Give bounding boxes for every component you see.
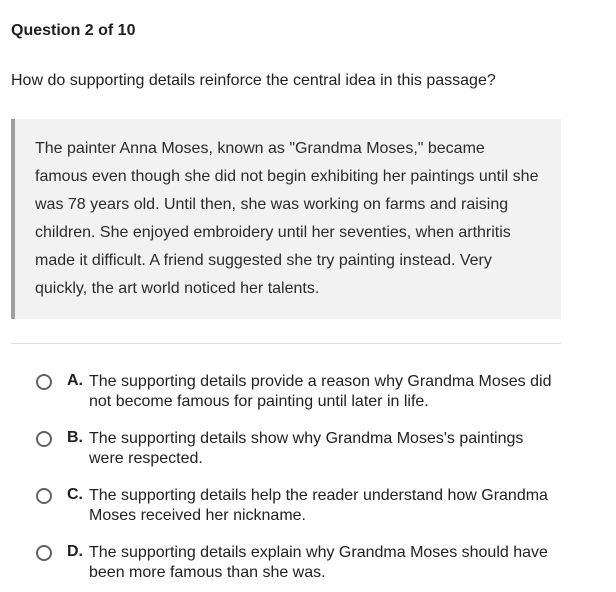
option-text: The supporting details help the reader understand how Grandma Moses received her nickname. [89, 487, 548, 524]
answer-option-d[interactable] [34, 541, 564, 581]
option-letter: A. [67, 372, 83, 389]
divider [11, 343, 561, 344]
radio-unselected-icon[interactable] [36, 374, 52, 390]
option-letter: C. [67, 486, 83, 503]
option-text: The supporting details show why Grandma Moses's paintings were respected. [89, 430, 524, 467]
question-prompt: How do supporting details reinforce the central idea in this passage? [11, 72, 496, 89]
question-number: Question 2 of 10 [11, 22, 136, 39]
answer-option-b[interactable] [34, 427, 564, 467]
option-letter: B. [67, 429, 83, 446]
answer-option-c[interactable] [34, 484, 564, 524]
passage-text: The painter Anna Moses, known as "Grandma Moses," became famous even though she did not begin exhibiting her paintings until she was 78 years old. Until then, she was working on farms and raising children. She enjoyed embroidery until her seventies, when arthritis made it difficult. A friend suggested she try painting instead. Very quickly, the art world noticed her talents. [35, 140, 539, 297]
radio-unselected-icon[interactable] [36, 488, 52, 504]
radio-unselected-icon[interactable] [36, 431, 52, 447]
reading-passage [11, 119, 561, 319]
answer-option-a[interactable] [34, 370, 564, 410]
option-text: The supporting details explain why Grandma Moses should have been more famous than she was. [89, 544, 548, 581]
radio-unselected-icon[interactable] [36, 545, 52, 561]
option-text: The supporting details provide a reason why Grandma Moses did not become famous for painting until later in life. [89, 373, 552, 410]
option-letter: D. [67, 543, 83, 560]
